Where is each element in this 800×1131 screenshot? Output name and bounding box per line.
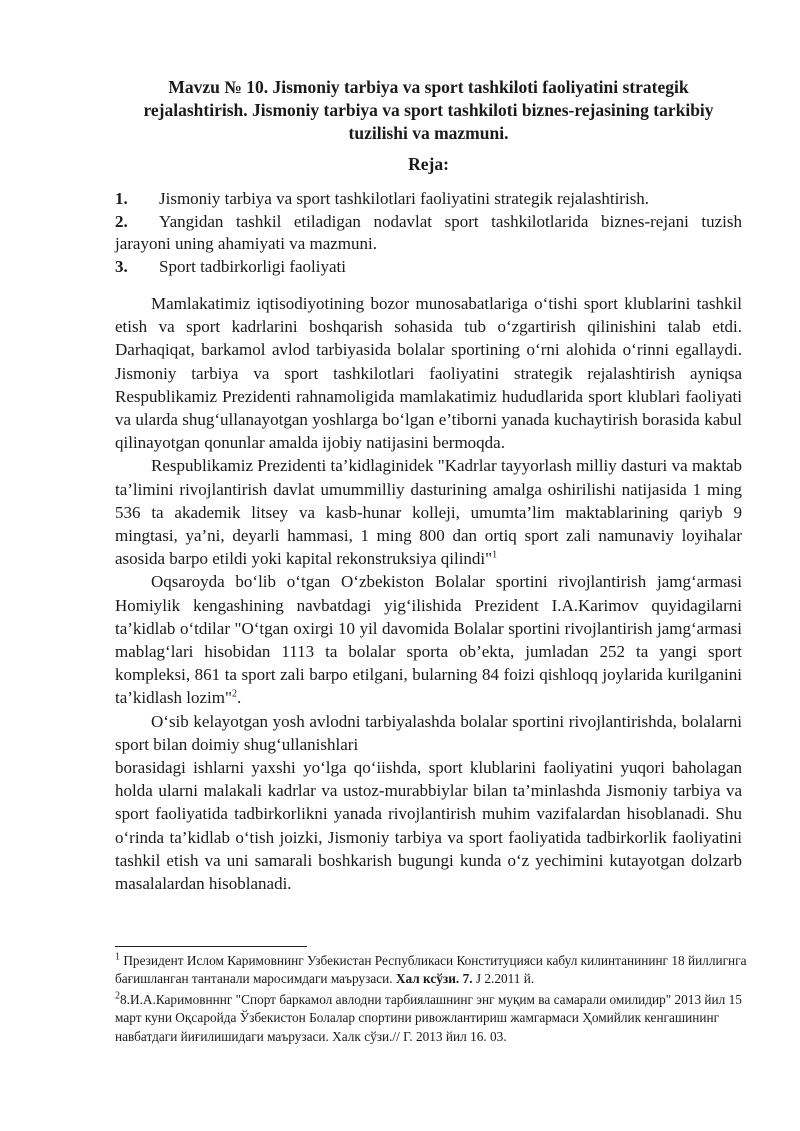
body-paragraph-1: Mamlakatimiz iqtisodiyotining bozor munosabatlariga o‘tishi sport klublarini tashkil etish va sport kadrlarini boshqarish sohasida tub o‘zgartirish qilinishini talab etdi. Darhaqiqat, barkamol avlod tarbiyasida bolalar sportining o‘rni alohida o‘rinni egallaydi. Jismoniy tarbiya va sport tashkilotlari faoliyatini strategik rejalashtirish ayniqsa Respublikamiz Prezidenti rahnamoligida mamlakatimiz hududlarida sport klublari faoliyati va ularda shug‘ullanayotgan yoshlarga bo‘lgan e’tiborni yanada kuchaytirish borasida kabul qilinayotgan qonunlar amalda ijobiy natijasini bermoqda. <box>115 294 742 453</box>
footnote-text: Президент Ислом Каримовнинг Узбекистан Республикаси Конституцияси кабул килинтанининг 18 йиллигнга бағишланган тантанали маросимдаги маърузаси. <box>115 953 747 987</box>
document-title: Mavzu № 10. Jismoniy tarbiya va sport tashkiloti faoliyatini strategik rejalashtirish. Jismoniy tarbiya va sport tashkiloti biznes-rejasining tarkibiy tuzilishi va mazmuni. <box>143 77 714 143</box>
body-paragraph-3 <box>115 570 742 709</box>
footnote-ref-2[interactable]: 2 <box>231 688 237 700</box>
footnote-text: 8.И.А.Каримовнннг "Спорт баркамол авлодни тарбиялашнинг энг муқим ва самарали омилидир" 2013 йил 15 март куни Оқсаройда Ўзбекистон Болалар спортини ривожлантириш жамгармаси Ҳомийлик кенгашининг навбатдаги йиғилишидаги маърузаси. Халк сўзи.// Г. 2013 йил 16. 03. <box>115 991 742 1044</box>
body-paragraph-2 <box>115 454 742 570</box>
plan-item-number: 2. <box>115 211 128 231</box>
plan-item-text: Yangidan tashkil etiladigan nodavlat sport tashkilotlarida biznes-rejani tuzish jarayoni uning ahamiyati va mazmuni. <box>115 211 742 253</box>
paragraph-end: . <box>236 688 242 708</box>
plan-item <box>115 211 742 256</box>
plan-list <box>115 188 742 278</box>
paragraph-text: Respublikamiz Prezidenti ta’kidlaginidek "Kadrlar tayyorlash milliy dasturi va maktab ta’limini rivojlantirish davlat umummilliy dasturining amalga oshirilishi natijasida 1 ming 536 ta akademik litsey va kasb-hunar kolleji, umumta’lim maktablarining qariyb 9 mingtasi, ya’ni, deyarli hammasi, 1 ming 800 dan ortiq sport zali namunaviy loyihalar asosida barpo etildi yoki kapital rekonstruksiya qilindi" <box>115 456 742 569</box>
plan-heading: Reja: <box>408 154 449 174</box>
plan-item <box>115 256 742 279</box>
plan-item-number: 3. <box>115 256 128 276</box>
paragraph-text: Oqsaroyda bo‘lib o‘tgan O‘zbekiston Bolalar sportini rivojlantirish jamg‘armasi Homiylik kengashining navbatdagi yig‘ilishida Prezident I.A.Karimov quyidagilarni ta’kidlab o‘tdilar "O‘tgan oxirgi 10 yil davomida Bolalar sportini rivojlantirish jamg‘armasi mablag‘lari hisobidan 1113 ta bolalar sporta ob’ekta, jumladan 252 ta yangi sport kompleksi, 861 ta sport zali barpo etilgani, bularning 84 foizi qishloqq joylarida kurilganini ta’kidlash lozim" <box>115 572 742 708</box>
footnote-date: J 2.2011 й. <box>472 971 535 987</box>
footnote-2 <box>115 991 755 1046</box>
footnote-separator <box>115 946 307 947</box>
plan-item-text: Sport tadbirkorligi faoliyati <box>159 256 346 276</box>
body-paragraph-4: O‘sib kelayotgan yosh avlodni tarbiyalashda bolalar sportini rivojlantirishda, bolalarni sport bilan doimiy shug‘ullanishlari <box>115 711 742 754</box>
plan-item-number: 1. <box>115 189 128 208</box>
document-page <box>115 76 742 895</box>
footnote-1 <box>115 952 755 989</box>
plan-item-text: Jismoniy tarbiya va sport tashkilotlari faoliyatini strategik rejalashtirish. <box>159 189 650 208</box>
body-paragraph-5: borasidagi ishlarni yaxshi yo‘lga qo‘iishda, sport klublarini faoliyatini yuqori baholagan holda ularni malakali kadrlar va ustoz-murabbiylar bilan ta’minlashda Jismoniy tarbiya va sport faoliyatida tadbirkorlikni yanada rivojlantirish muhim vazifalardan hisoblanadi. Shu o‘rinda ta’kidlab o‘tish joizki, Jismoniy tarbiya va sport faoliyatida tadbirkorlik faoliyatini tashkil etish va uni samarali boshkarish bugungi kunda o‘z yechimini kutayotgan dolzarb masalalardan hisoblanadi. <box>115 758 742 894</box>
footnote-ref-1[interactable]: 1 <box>492 549 498 561</box>
footnote-source: Хал ксўзи. 7. <box>395 971 473 987</box>
footnotes <box>115 952 755 1048</box>
plan-item <box>115 188 742 211</box>
footnote-number: 2 <box>115 990 120 1002</box>
footnote-number: 1 <box>115 951 120 963</box>
